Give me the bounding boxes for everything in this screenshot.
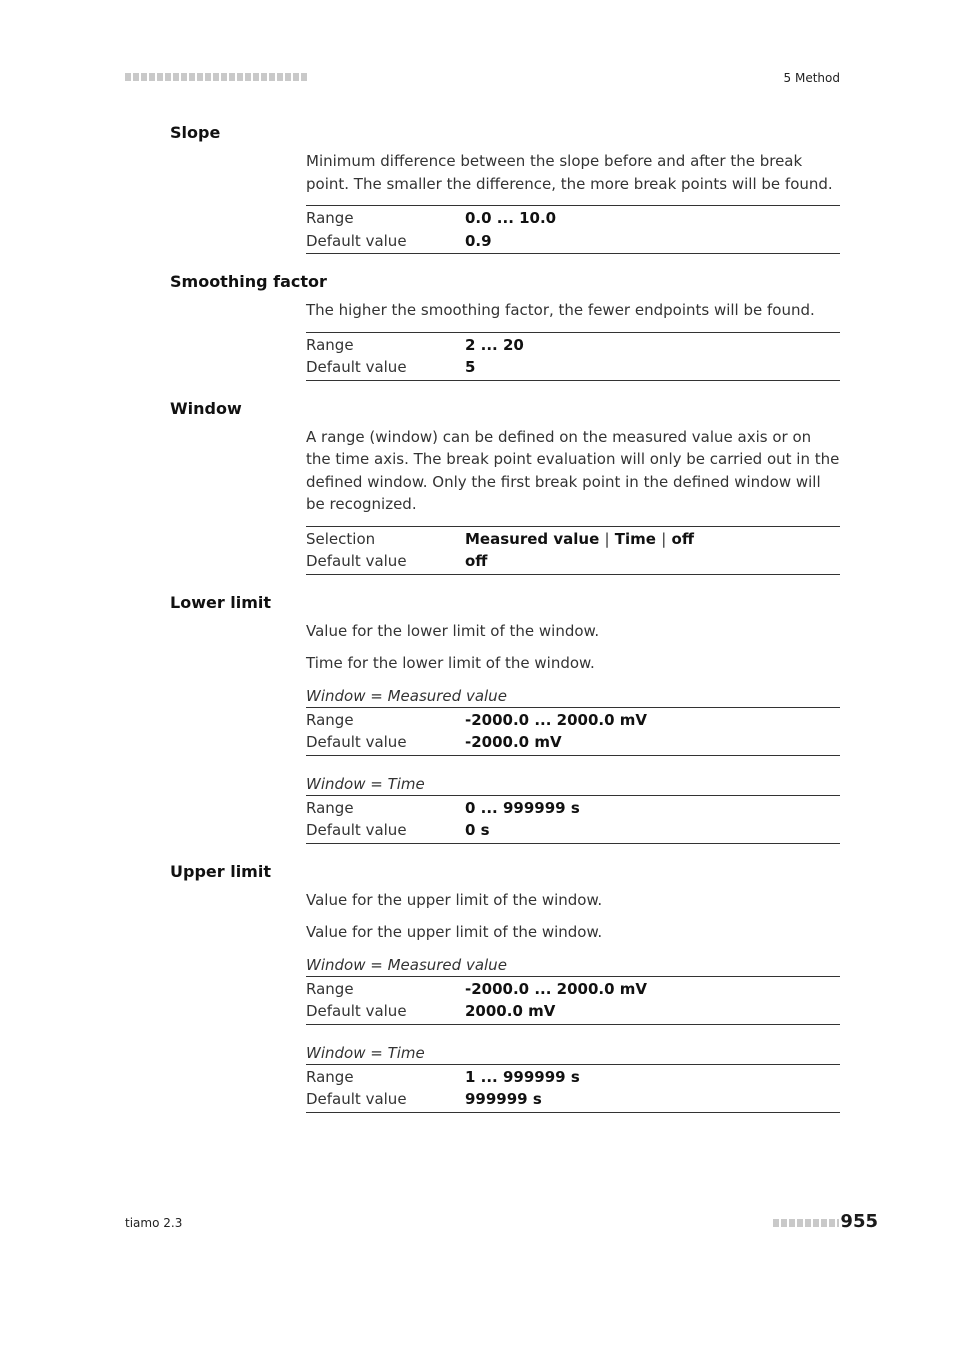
default-row: [306, 731, 840, 754]
param-slope: [170, 122, 840, 254]
value-table: [306, 795, 840, 844]
parameter-list: [170, 122, 840, 1113]
param-title: Lower limit: [170, 592, 272, 612]
selection-row: [306, 528, 840, 551]
default-value: off: [465, 552, 488, 570]
range-label: Range: [306, 209, 354, 227]
range-row: [306, 978, 840, 1001]
default-row: [306, 230, 840, 253]
range-row: [306, 797, 840, 820]
page-number: 955: [840, 1211, 878, 1232]
param-description: A range (window) can be defined on the measured value axis or on the time axis. The break point evaluation will only be carried out in the defined window. Only the first break point in the defined window will be recognized.: [306, 427, 840, 513]
range-row: [306, 709, 840, 732]
default-label: Default value: [306, 733, 407, 751]
param-lower-limit: [170, 592, 840, 861]
range-label: Range: [306, 979, 354, 998]
chapter-title: 5 Method: [783, 71, 840, 85]
range-value: 0 ... 999999 s: [465, 798, 580, 817]
option-separator: |: [604, 529, 610, 548]
condition-label: Window = Measured value: [306, 955, 507, 974]
default-label: Default value: [306, 231, 407, 250]
value-table: [306, 1064, 840, 1113]
range-value: -2000.0 ... 2000.0 mV: [465, 979, 647, 998]
default-value: 999999 s: [465, 1090, 542, 1108]
option-off: off: [671, 529, 694, 548]
selection-options: [465, 528, 694, 551]
default-row: [306, 819, 840, 842]
param-description: The higher the smoothing factor, the fewer endpoints will be found.: [306, 301, 815, 319]
default-value: 0 s: [465, 821, 490, 839]
option-time: Time: [614, 529, 656, 548]
default-row: [306, 1088, 840, 1111]
condition-label: Window = Measured value: [306, 686, 507, 705]
option-separator: |: [661, 529, 667, 548]
param-upper-limit: [170, 861, 840, 1113]
param-description: Minimum difference between the slope before and after the break point. The smaller the difference, the more break points will be found.: [306, 152, 833, 193]
default-value: 0.9: [465, 231, 492, 250]
condition-label: Window = Time: [306, 774, 425, 793]
param-title: Upper limit: [170, 861, 271, 881]
header-decoration: [125, 73, 307, 81]
value-table: [306, 205, 840, 254]
range-label: Range: [306, 335, 354, 354]
product-name: tiamo 2.3: [125, 1216, 183, 1230]
value-table: [306, 976, 840, 1025]
range-row: [306, 334, 840, 357]
default-label: Default value: [306, 821, 407, 839]
param-description: Value for the upper limit of the window.: [306, 923, 603, 941]
range-label: Range: [306, 710, 354, 729]
param-description: Value for the upper limit of the window.: [306, 890, 603, 909]
param-title: Slope: [170, 123, 221, 142]
default-row: [306, 356, 840, 379]
default-label: Default value: [306, 1002, 407, 1020]
default-row: [306, 1000, 840, 1023]
default-label: Default value: [306, 1090, 407, 1108]
default-label: Default value: [306, 358, 407, 376]
range-label: Range: [306, 1067, 354, 1086]
range-row: [306, 1066, 840, 1089]
param-title: Smoothing factor: [170, 272, 327, 291]
default-value: 2000.0 mV: [465, 1002, 556, 1020]
range-row: [306, 207, 840, 230]
range-value: -2000.0 ... 2000.0 mV: [465, 710, 647, 729]
footer-decoration: [773, 1219, 839, 1227]
default-label: Default value: [306, 552, 407, 570]
range-value: 1 ... 999999 s: [465, 1067, 580, 1086]
param-description: Value for the lower limit of the window.: [306, 621, 600, 640]
param-description: Time for the lower limit of the window.: [306, 654, 595, 672]
range-label: Range: [306, 798, 354, 817]
default-value: -2000.0 mV: [465, 733, 562, 751]
option-measured-value: Measured value: [465, 529, 600, 548]
value-table: [306, 707, 840, 756]
value-table: [306, 332, 840, 381]
value-table: [306, 526, 840, 575]
param-title: Window: [170, 398, 242, 418]
param-window: [170, 398, 840, 575]
range-value: 2 ... 20: [465, 335, 524, 354]
range-value: 0.0 ... 10.0: [465, 209, 557, 227]
condition-label: Window = Time: [306, 1043, 425, 1062]
param-smoothing-factor: [170, 271, 840, 381]
selection-label: Selection: [306, 529, 376, 548]
default-row: [306, 550, 840, 573]
default-value: 5: [465, 358, 476, 376]
